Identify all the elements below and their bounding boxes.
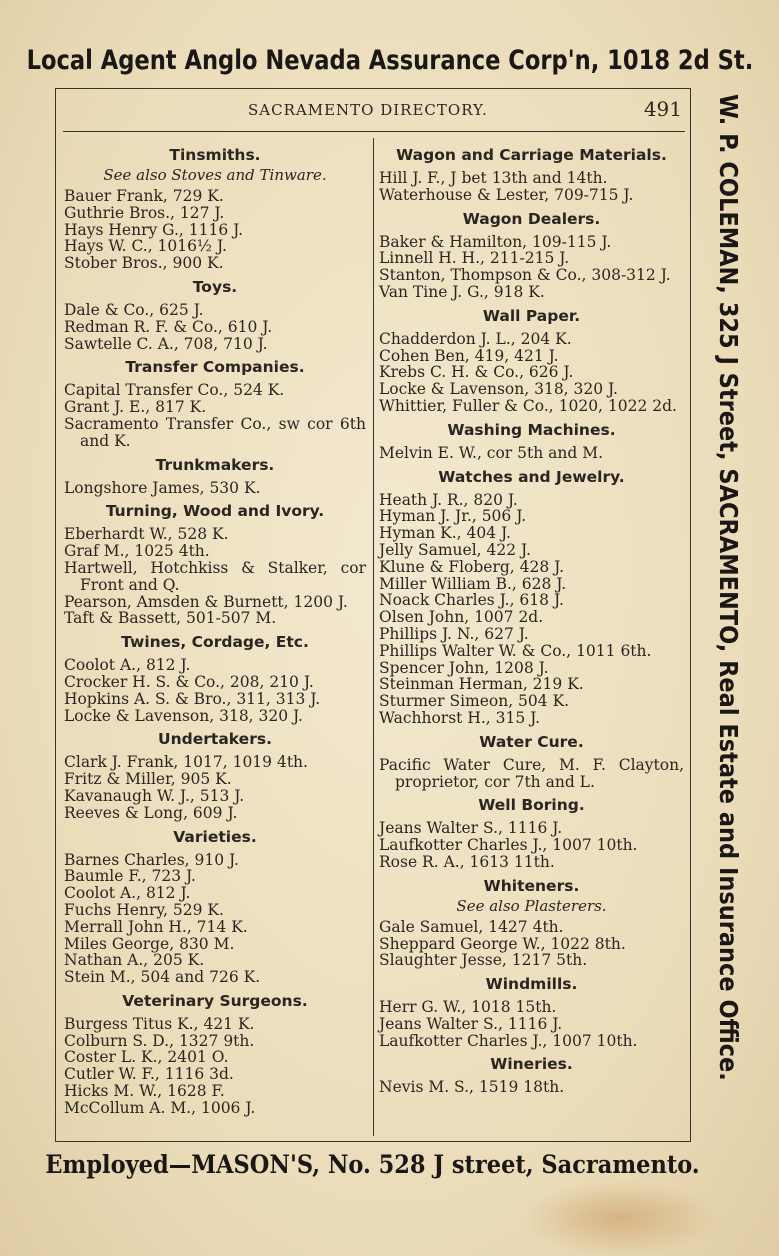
- directory-entry: Barnes Charles, 910 J.: [64, 850, 239, 869]
- directory-entry: Longshore James, 530 K.: [64, 478, 261, 497]
- side-advertisement: W. P. COLEMAN, 325 J Street, SACRAMENTO, Real Estate and Insurance Office.: [714, 94, 743, 1081]
- section-heading: Whiteners.: [483, 876, 580, 895]
- see-also-note: See also Stoves and Tinware.: [103, 166, 327, 184]
- directory-entry: Coolot A., 812 J.: [64, 884, 191, 903]
- directory-entry: Wachhorst H., 315 J.: [379, 708, 541, 727]
- directory-entry: Pearson, Amsden & Burnett, 1200 J.: [64, 592, 348, 611]
- directory-section: [379, 415, 684, 462]
- directory-entry: Miller William B., 628 J.: [379, 574, 567, 593]
- directory-entry: Linnell H. H., 211-215 J.: [379, 249, 570, 268]
- directory-entry: Burgess Titus K., 421 K.: [64, 1014, 255, 1033]
- directory-entry: Phillips J. N., 627 J.: [379, 624, 529, 643]
- directory-section: [64, 627, 366, 724]
- directory-entry: Jeans Walter S., 1116 J.: [379, 1014, 563, 1033]
- directory-entry: Reeves & Long, 609 J.: [64, 803, 238, 822]
- right-column: [379, 140, 684, 1096]
- directory-entry: Baker & Hamilton, 109-115 J.: [379, 232, 612, 251]
- directory-entry: Jeans Walter S., 1116 J.: [379, 819, 563, 838]
- directory-entry: Whittier, Fuller & Co., 1020, 1022 2d.: [379, 396, 677, 415]
- running-head: [56, 97, 690, 125]
- directory-entry: Clark J. Frank, 1017, 1019 4th.: [64, 753, 308, 772]
- directory-entry: Hartwell, Hotchkiss & Stalker, cor Front and Q.: [64, 558, 366, 594]
- section-heading: Wagon and Carriage Materials.: [396, 146, 667, 164]
- directory-entry: Stein M., 504 and 726 K.: [64, 968, 261, 987]
- section-heading: Trunkmakers.: [155, 455, 275, 474]
- directory-entry: Eberhardt W., 528 K.: [64, 525, 229, 544]
- section-heading: Wagon Dealers.: [462, 209, 601, 228]
- directory-section: [379, 140, 684, 204]
- directory-entry: Bauer Frank, 729 K.: [64, 187, 224, 205]
- directory-entry: Heath J. R., 820 J.: [379, 490, 518, 509]
- directory-entry: Crocker H. S. & Co., 208, 210 J.: [64, 672, 314, 691]
- directory-entry: Kavanaugh W. J., 513 J.: [64, 786, 245, 805]
- section-heading: Varieties.: [173, 827, 257, 846]
- section-heading: Twines, Cordage, Etc.: [121, 633, 309, 652]
- directory-entry: Waterhouse & Lester, 709-715 J.: [379, 185, 634, 204]
- directory-entry: Stanton, Thompson & Co., 308-312 J.: [379, 266, 671, 285]
- directory-section: [379, 871, 684, 969]
- directory-entry: Redman R. F. & Co., 610 J.: [64, 317, 273, 336]
- directory-entry: Guthrie Bros., 127 J.: [64, 203, 225, 222]
- section-heading: Wineries.: [490, 1055, 573, 1074]
- directory-section: [379, 462, 684, 727]
- directory-entry: Stober Bros., 900 K.: [64, 254, 224, 273]
- directory-entry: Taft & Bassett, 501-507 M.: [64, 609, 277, 628]
- see-also-note: See also Plasterers.: [456, 896, 607, 915]
- directory-entry: Noack Charles J., 618 J.: [379, 591, 564, 610]
- directory-entry: Herr G. W., 1018 15th.: [379, 998, 557, 1017]
- directory-section: [379, 727, 684, 791]
- directory-entry: Locke & Lavenson, 318, 320 J.: [64, 706, 303, 725]
- directory-entry: Hicks M. W., 1628 F.: [64, 1082, 225, 1101]
- section-heading: Wall Paper.: [482, 306, 581, 325]
- directory-entry: Laufkotter Charles J., 1007 10th.: [379, 1031, 638, 1050]
- section-heading: Watches and Jewelry.: [438, 467, 625, 486]
- directory-entry: Pacific Water Cure, M. F. Clayton, proprietor, cor 7th and L.: [379, 755, 684, 791]
- directory-entry: Phillips Walter W. & Co., 1011 6th.: [379, 641, 652, 660]
- directory-entry: Chadderdon J. L., 204 K.: [379, 329, 572, 348]
- directory-section: [379, 969, 684, 1049]
- paper-stain: [520, 1180, 720, 1256]
- directory-section: [64, 450, 366, 497]
- directory-entry: Coster L. K., 2401 O.: [64, 1048, 229, 1067]
- directory-section: [64, 140, 366, 272]
- directory-entry: Laufkotter Charles J., 1007 10th.: [379, 836, 638, 855]
- directory-entry: Coolot A., 812 J.: [64, 656, 191, 675]
- directory-entry: Cohen Ben, 419, 421 J.: [379, 346, 559, 365]
- column-divider: [373, 138, 374, 1136]
- header-rule: [63, 131, 685, 132]
- directory-section: [64, 822, 366, 986]
- directory-section: [64, 724, 366, 821]
- directory-entry: Sawtelle C. A., 708, 710 J.: [64, 334, 268, 353]
- section-heading: Undertakers.: [158, 730, 272, 749]
- directory-entry: Dale & Co., 625 J.: [64, 300, 204, 319]
- directory-entry: Melvin E. W., cor 5th and M.: [379, 443, 604, 462]
- directory-entry: Sheppard George W., 1022 8th.: [379, 934, 626, 953]
- directory-entry: Fritz & Miller, 905 K.: [64, 770, 232, 789]
- directory-section: [64, 272, 366, 352]
- directory-entry: Locke & Lavenson, 318, 320 J.: [379, 380, 618, 399]
- directory-section: [379, 1049, 684, 1096]
- directory-entry: Baumle F., 723 J.: [64, 867, 196, 886]
- directory-entry: Van Tine J. G., 918 K.: [379, 282, 545, 301]
- directory-entry: Gale Samuel, 1427 4th.: [379, 917, 564, 936]
- directory-section: [64, 496, 366, 627]
- left-column: [64, 140, 366, 1117]
- section-heading: Windmills.: [485, 975, 578, 994]
- section-heading: Veterinary Surgeons.: [122, 991, 308, 1010]
- directory-entry: Hopkins A. S. & Bro., 311, 313 J.: [64, 689, 321, 708]
- directory-entry: Merrall John H., 714 K.: [64, 917, 248, 936]
- section-heading: Washing Machines.: [447, 420, 616, 439]
- running-head-title: SACRAMENTO DIRECTORY.: [248, 101, 488, 119]
- directory-entry: Hays Henry G., 1116 J.: [64, 220, 244, 239]
- directory-entry: Jelly Samuel, 422 J.: [379, 540, 531, 559]
- directory-section: [379, 301, 684, 415]
- section-heading: Well Boring.: [478, 796, 585, 815]
- directory-entry: Miles George, 830 M.: [64, 934, 235, 953]
- page-number: 491: [643, 97, 682, 121]
- section-heading: Tinsmiths.: [169, 146, 261, 164]
- directory-entry: Klune & Floberg, 428 J.: [379, 557, 565, 576]
- section-heading: Turning, Wood and Ivory.: [105, 502, 325, 521]
- directory-section: [64, 352, 366, 449]
- directory-entry: Graf M., 1025 4th.: [64, 542, 210, 561]
- section-heading: Transfer Companies.: [125, 358, 305, 377]
- directory-entry: Nevis M. S., 1519 18th.: [379, 1078, 565, 1097]
- directory-entry: Krebs C. H. & Co., 626 J.: [379, 363, 574, 382]
- directory-entry: Capital Transfer Co., 524 K.: [64, 381, 285, 400]
- directory-entry: Hyman J. Jr., 506 J.: [379, 507, 527, 526]
- directory-entry: Fuchs Henry, 529 K.: [64, 900, 224, 919]
- section-heading: Toys.: [192, 277, 238, 296]
- directory-section: [379, 204, 684, 301]
- directory-entry: Rose R. A., 1613 11th.: [379, 852, 555, 871]
- directory-entry: Sturmer Simeon, 504 K.: [379, 692, 570, 711]
- directory-entry: Colburn S. D., 1327 9th.: [64, 1031, 255, 1050]
- top-advertisement: Local Agent Anglo Nevada Assurance Corp'n, 1018 2d St.: [26, 45, 754, 76]
- directory-section: [64, 986, 366, 1117]
- directory-entry: Hays W. C., 1016½ J.: [64, 237, 227, 256]
- directory-entry: Slaughter Jesse, 1217 5th.: [379, 951, 588, 970]
- directory-entry: Spencer John, 1208 J.: [379, 658, 549, 677]
- bottom-advertisement: Employed—MASON'S, No. 528 J street, Sacramento.: [45, 1150, 700, 1179]
- directory-entry: Grant J. E., 817 K.: [64, 398, 207, 417]
- directory-entry: Sacramento Transfer Co., sw cor 6th and K.: [64, 414, 366, 450]
- directory-entry: Olsen John, 1007 2d.: [379, 608, 544, 627]
- directory-entry: Hill J. F., J bet 13th and 14th.: [379, 169, 608, 187]
- directory-entry: Hyman K., 404 J.: [379, 524, 511, 543]
- section-heading: Water Cure.: [479, 732, 584, 751]
- directory-entry: Nathan A., 205 K.: [64, 951, 205, 970]
- directory-entry: Cutler W. F., 1116 3d.: [64, 1065, 234, 1084]
- directory-entry: Steinman Herman, 219 K.: [379, 675, 584, 694]
- directory-entry: McCollum A. M., 1006 J.: [64, 1098, 256, 1117]
- directory-section: [379, 790, 684, 870]
